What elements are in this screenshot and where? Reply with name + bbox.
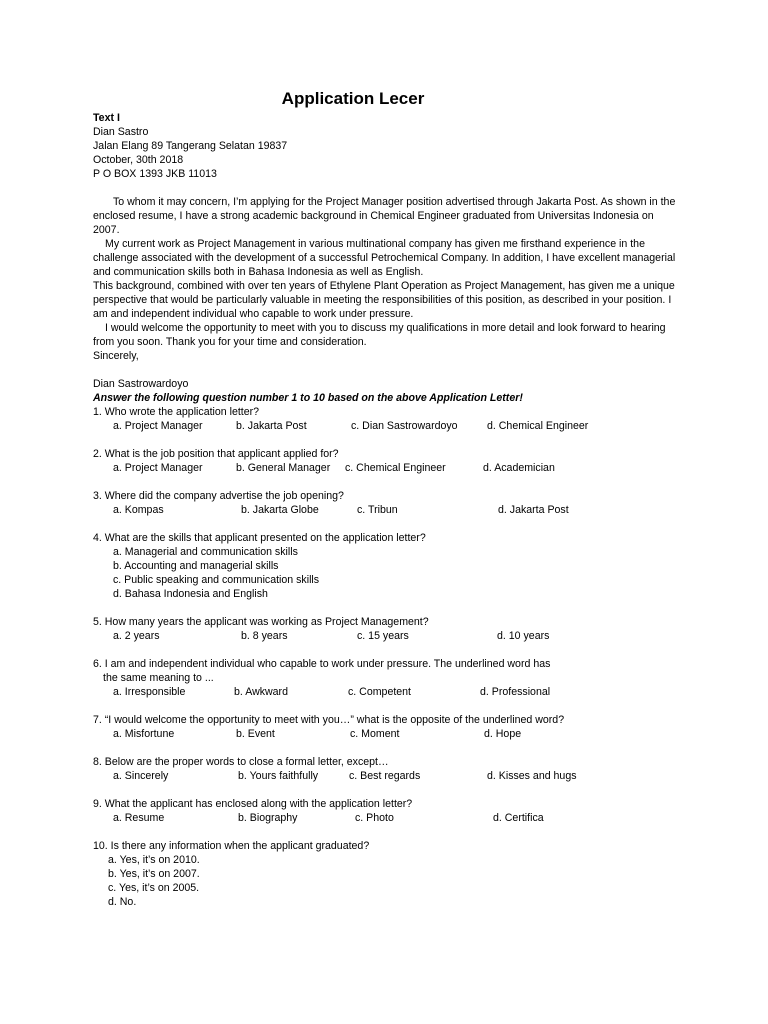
question-text-continued: the same meaning to ... <box>103 672 214 684</box>
question-9 <box>93 797 683 825</box>
option-d: d. Jakarta Post <box>498 504 569 516</box>
paragraph-3: This background, combined with over ten years of Ethylene Plant Operation as Project Management, has given me a unique perspective that would be particularly valuable in meeting the responsibilities of this position, as described in your position. I am and independent individual who capable to work under pressure. <box>93 280 675 320</box>
question-text: 2. What is the job position that applicant applied for? <box>93 448 339 460</box>
option-d: d. Bahasa Indonesia and English <box>113 588 268 600</box>
option-c: c. Chemical Engineer <box>345 462 446 474</box>
option-b: b. Jakarta Post <box>236 420 307 432</box>
question-8 <box>93 755 683 783</box>
option-a: a. Misfortune <box>113 728 175 740</box>
option-a: a. Sincerely <box>113 770 169 782</box>
page-title: Application Lecer <box>281 89 425 108</box>
question-10 <box>93 839 683 909</box>
question-text: 10. Is there any information when the applicant graduated? <box>93 840 370 852</box>
option-d: d. Certifica <box>493 812 544 824</box>
question-text: 8. Below are the proper words to close a formal letter, except… <box>93 756 389 768</box>
instruction: Answer the following question number 1 to 10 based on the above Application Letter! <box>93 392 523 404</box>
option-c: c. Best regards <box>349 770 421 782</box>
option-b: b. Jakarta Globe <box>241 504 319 516</box>
question-text: 1. Who wrote the application letter? <box>93 406 260 418</box>
option-d: d. Academician <box>483 462 555 474</box>
question-7 <box>93 713 683 741</box>
letter-body <box>93 195 683 363</box>
sender-address: Jalan Elang 89 Tangerang Selatan 19837 <box>93 140 288 152</box>
question-text: 6. I am and independent individual who capable to work under pressure. The underlined word has <box>93 658 551 670</box>
question-text: 9. What the applicant has enclosed along with the application letter? <box>93 798 413 810</box>
option-b: b. Yes, it’s on 2007. <box>108 868 200 880</box>
question-6 <box>93 657 683 699</box>
option-c: c. Public speaking and communication skills <box>113 574 320 586</box>
option-b: b. Biography <box>238 812 298 824</box>
option-b: b. 8 years <box>241 630 288 642</box>
option-b: b. General Manager <box>236 462 331 474</box>
option-c: c. Competent <box>348 686 412 698</box>
question-text: 5. How many years the applicant was working as Project Management? <box>93 616 429 628</box>
option-d: d. No. <box>108 896 137 908</box>
option-a: a. Project Manager <box>113 462 203 474</box>
question-3 <box>93 489 683 517</box>
option-c: c. Yes, it’s on 2005. <box>108 882 200 894</box>
option-b: b. Yours faithfully <box>238 770 319 782</box>
option-d: d. Professional <box>480 686 551 698</box>
option-a: a. Kompas <box>113 504 164 516</box>
sender-name: Dian Sastro <box>93 126 149 138</box>
option-a: a. Yes, it’s on 2010. <box>108 854 200 866</box>
question-4 <box>93 531 683 601</box>
option-b: b. Event <box>236 728 275 740</box>
option-a: a. Irresponsible <box>113 686 186 698</box>
question-text: 4. What are the skills that applicant presented on the application letter? <box>93 532 426 544</box>
option-d: d. Kisses and hugs <box>487 770 577 782</box>
signature: Dian Sastrowardoyo <box>93 378 189 390</box>
option-a: a. 2 years <box>113 630 160 642</box>
option-b: b. Awkward <box>234 686 288 698</box>
option-d: d. Hope <box>484 728 522 740</box>
option-d: d. Chemical Engineer <box>487 420 589 432</box>
option-c: c. Dian Sastrowardoyo <box>351 420 458 432</box>
question-text: 3. Where did the company advertise the job opening? <box>93 490 344 502</box>
question-5 <box>93 615 683 643</box>
option-a: a. Managerial and communication skills <box>113 546 298 558</box>
option-a: a. Resume <box>113 812 165 824</box>
po-box: P O BOX 1393 JKB 11013 <box>93 168 217 180</box>
option-c: c. Moment <box>350 728 400 740</box>
option-d: d. 10 years <box>497 630 550 642</box>
option-c: c. Tribun <box>357 504 398 516</box>
option-a: a. Project Manager <box>113 420 203 432</box>
letter-date: October, 30th 2018 <box>93 154 184 166</box>
question-text: 7. “I would welcome the opportunity to meet with you…” what is the opposite of the underlined word? <box>93 714 565 726</box>
option-c: c. Photo <box>355 812 394 824</box>
paragraph-4: I would welcome the opportunity to meet with you to discuss my qualifications in more detail and look forward to hearing from you soon. Thank you for your time and consideration. <box>93 322 666 348</box>
letter-header <box>93 111 683 181</box>
closing: Sincerely, <box>93 350 139 362</box>
question-1 <box>93 405 683 433</box>
option-c: c. 15 years <box>357 630 409 642</box>
paragraph-2: My current work as Project Management in various multinational company has given me firsthand experience in the challenge associated with the development of a successful Petrochemical Company. In addition, I have excellent managerial and communication skills both in Bahasa Indonesia as well as English. <box>93 238 676 278</box>
text-label: Text I <box>93 112 120 124</box>
question-2 <box>93 447 683 475</box>
signature-block <box>93 377 683 405</box>
paragraph-1: To whom it may concern, I’m applying for the Project Manager position advertised through Jakarta Post. As shown in the enclosed resume, I have a strong academic background in Chemical Engineer graduated from Universitas Indonesia on 2007. <box>93 196 676 236</box>
option-b: b. Accounting and managerial skills <box>113 560 279 572</box>
